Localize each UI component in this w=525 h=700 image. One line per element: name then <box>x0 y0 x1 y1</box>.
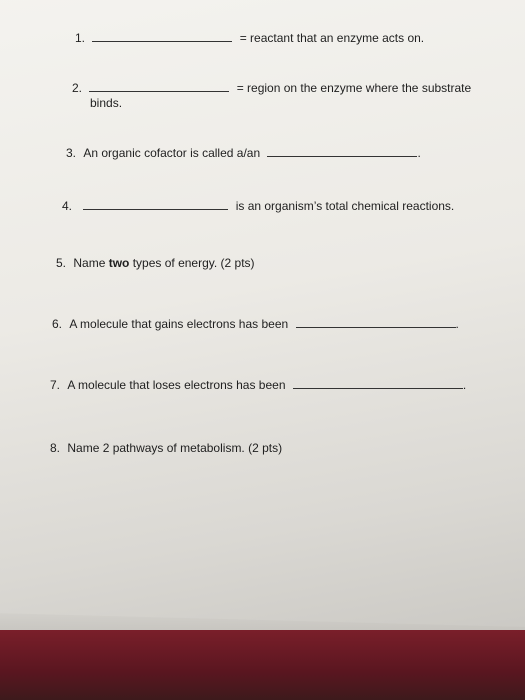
question-number: 3. <box>66 146 77 160</box>
question-5 <box>56 256 255 270</box>
period: . <box>417 146 421 160</box>
background-surface <box>0 630 525 700</box>
question-number: 1. <box>75 31 86 45</box>
question-1 <box>75 30 424 45</box>
question-number: 8. <box>50 441 61 455</box>
question-text-continuation: binds. <box>90 96 123 110</box>
answer-blank[interactable] <box>89 80 229 92</box>
answer-blank[interactable] <box>92 30 232 42</box>
question-text-pre: Name <box>73 256 109 270</box>
question-text-post: types of energy. (2 pts) <box>129 256 255 270</box>
question-8 <box>50 441 282 455</box>
question-text-emphasis: two <box>108 256 130 270</box>
question-number: 4. <box>62 199 73 213</box>
period: . <box>462 378 467 392</box>
question-3 <box>66 145 421 160</box>
question-number: 5. <box>56 256 67 270</box>
question-number: 2. <box>72 81 83 95</box>
question-number: 6. <box>52 317 63 331</box>
question-text: Name 2 pathways of metabolism. (2 pts) <box>67 441 283 455</box>
question-number: 7. <box>50 378 61 392</box>
period: . <box>455 317 459 331</box>
question-4 <box>62 198 454 213</box>
answer-blank[interactable] <box>83 198 228 210</box>
question-text: = region on the enzyme where the substrate <box>236 81 472 95</box>
question-7 <box>50 377 466 392</box>
question-text: = reactant that an enzyme acts on. <box>239 31 425 45</box>
question-2-continuation <box>90 96 122 110</box>
answer-blank[interactable] <box>296 316 456 328</box>
question-2 <box>72 80 471 95</box>
answer-blank[interactable] <box>267 145 417 157</box>
question-text: An organic cofactor is called a/an <box>83 146 261 160</box>
question-text: A molecule that gains electrons has been <box>69 317 289 331</box>
answer-blank[interactable] <box>293 377 463 389</box>
question-6 <box>52 316 459 331</box>
question-text: A molecule that loses electrons has been <box>67 378 286 392</box>
question-text: is an organism’s total chemical reactions. <box>235 199 455 213</box>
